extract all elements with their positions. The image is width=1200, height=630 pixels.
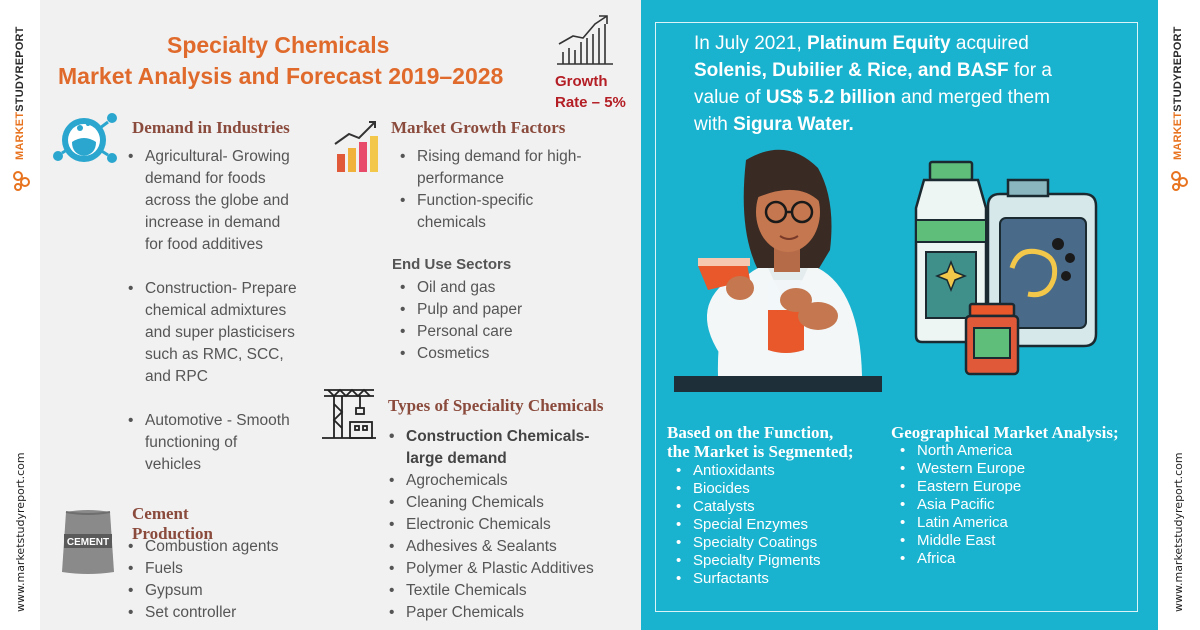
geo-list: [897, 442, 1025, 568]
growth-rate: [555, 71, 626, 113]
brand-url[interactable]: www.marketstudyreport.com: [14, 452, 27, 612]
growth-factors-list: [397, 146, 617, 234]
list-item: • Western Europe: [897, 460, 1025, 478]
growth-chart-icon: [555, 12, 615, 68]
list-item: • Adhesives & Sealants: [386, 536, 594, 558]
cement-list: [125, 536, 279, 624]
brand-wordmark: MARKETSTUDYREPORT: [14, 26, 26, 160]
scientist-illustration: [668, 140, 888, 396]
list-item: • Asia Pacific: [897, 496, 1025, 514]
list-item: • Rising demand for high- performance: [397, 146, 617, 190]
cement-bag-label: CEMENT: [66, 537, 110, 548]
list-item: • Specialty Coatings: [673, 534, 821, 552]
function-segment-list: [673, 462, 821, 588]
title-line-2: Market Analysis and Forecast 2019–2028: [58, 63, 504, 89]
list-item: • Agricultural- Growing demand for foods across the globe and increase in demand for food additives: [125, 146, 325, 256]
acquisition-text: In July 2021, Platinum Equity acquired Solenis, Dubilier & Rice, and BASF for a value of US$ 5.2 billion and merged them with Sigura Water.: [694, 33, 1052, 135]
list-item: • Personal care: [397, 321, 522, 343]
growth-rate-value: Rate – 5%: [555, 94, 626, 111]
list-item: • Polymer & Plastic Additives: [386, 558, 594, 580]
function-segment-heading: Based on the Function, the Market is Segmented;: [667, 423, 854, 461]
list-item: • Cosmetics: [397, 343, 522, 365]
end-use-heading: End Use Sectors: [392, 256, 512, 273]
growth-rate-label: Growth: [555, 73, 608, 90]
cement-bag-icon: [60, 508, 116, 576]
list-item: • Specialty Pigments: [673, 552, 821, 570]
list-item: • Surfactants: [673, 570, 821, 588]
growth-factors-heading: Market Growth Factors: [391, 118, 566, 137]
crane-icon: [320, 382, 378, 440]
list-item: • Africa: [897, 550, 1025, 568]
list-item: • Biocides: [673, 480, 821, 498]
list-item: • Catalysts: [673, 498, 821, 516]
list-item: • Function-specific chemicals: [397, 190, 617, 234]
flask-icon: [50, 108, 122, 168]
demand-heading: Demand in Industries: [132, 118, 290, 137]
geo-heading: Geographical Market Analysis;: [891, 423, 1119, 442]
list-item: • Construction Chemicals- large demand: [386, 426, 594, 470]
types-list: [386, 426, 594, 624]
left-brand-strip: [0, 0, 40, 630]
end-use-list: [397, 277, 522, 365]
brand-logo-icon: [1170, 170, 1190, 192]
bar-chart-icon: [333, 118, 383, 174]
list-item: • Combustion agents: [125, 536, 279, 558]
list-item: • Special Enzymes: [673, 516, 821, 534]
list-item: • Gypsum: [125, 580, 279, 602]
list-item: • Agrochemicals: [386, 470, 594, 492]
list-item: • Eastern Europe: [897, 478, 1025, 496]
list-item: • Electronic Chemicals: [386, 514, 594, 536]
list-item: • Fuels: [125, 558, 279, 580]
title-line-1: Specialty Chemicals: [167, 32, 390, 58]
list-item: • Cleaning Chemicals: [386, 492, 594, 514]
list-item: • Oil and gas: [397, 277, 522, 299]
brand-url[interactable]: www.marketstudyreport.com: [1172, 452, 1185, 612]
brand-logo-icon: [12, 170, 32, 192]
list-item: • Middle East: [897, 532, 1025, 550]
list-item: • Pulp and paper: [397, 299, 522, 321]
demand-list: [125, 146, 325, 476]
list-item: • Antioxidants: [673, 462, 821, 480]
chemical-bottles-illustration: [908, 158, 1108, 380]
brand-wordmark: MARKETSTUDYREPORT: [1172, 26, 1184, 160]
list-item: • Paper Chemicals: [386, 602, 594, 624]
list-item: • Set controller: [125, 602, 279, 624]
list-item: • Automotive - Smooth functioning of vehicles: [125, 410, 325, 476]
list-item: • Construction- Prepare chemical admixtures and super plasticisers such as RMC, SCC, and RPC: [125, 278, 325, 388]
right-brand-strip: [1158, 0, 1200, 630]
list-item: • North America: [897, 442, 1025, 460]
list-item: • Latin America: [897, 514, 1025, 532]
cement-heading: Cement Production: [132, 504, 213, 543]
list-item: • Textile Chemicals: [386, 580, 594, 602]
types-heading: Types of Speciality Chemicals: [388, 396, 604, 415]
